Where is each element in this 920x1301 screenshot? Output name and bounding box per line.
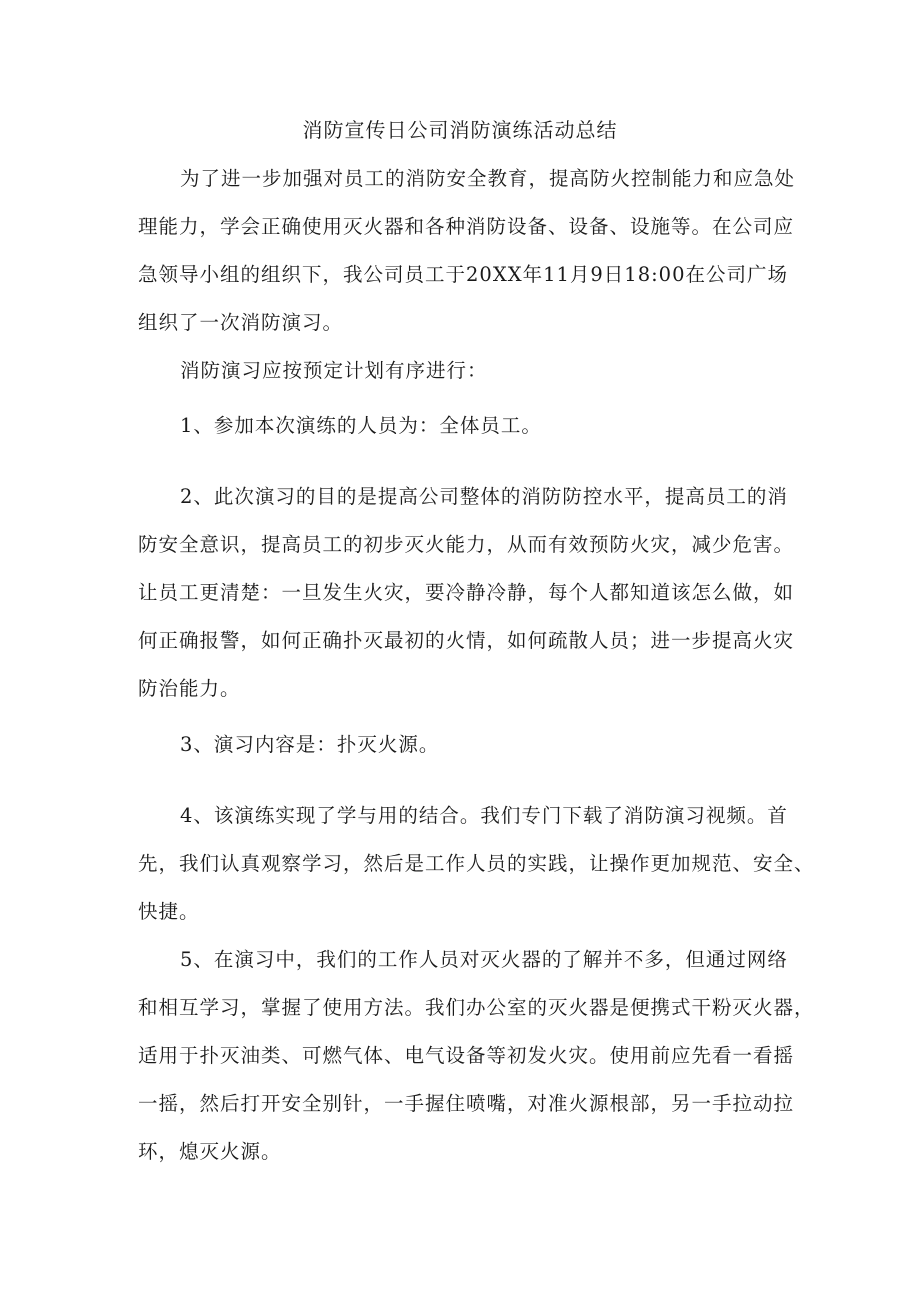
- paragraph-intro-line-2: 理能力，学会正确使用灭火器和各种消防设备、设备、设施等。在公司应: [138, 215, 795, 238]
- item-5-line-2: 和相互学习，掌握了使用方法。我们办公室的灭火器是便携式干粉灭火器，: [138, 996, 815, 1019]
- item-2-line-2: 防安全意识，提高员工的初步灭火能力，从而有效预防火灾，减少危害。: [138, 533, 795, 556]
- item-4-line-2: 先，我们认真观察学习，然后是工作人员的实践，让操作更加规范、安全、: [138, 852, 815, 875]
- item-2-line-5: 防治能力。: [138, 677, 241, 700]
- item-5-line-1: 5、在演习中，我们的工作人员对灭火器的了解并不多，但通过网络: [180, 948, 788, 971]
- item-2-line-1: 2、此次演习的目的是提高公司整体的消防防控水平，提高员工的消: [180, 485, 788, 508]
- paragraph-intro-line-1: 为了进一步加强对员工的消防安全教育，提高防火控制能力和应急处: [180, 167, 796, 190]
- paragraph-intro-line-4: 组织了一次消防演习。: [138, 311, 344, 334]
- item-4-line-1: 4、该演练实现了学与用的结合。我们专门下载了消防演习视频。首: [180, 804, 788, 827]
- item-5-line-3: 适用于扑灭油类、可燃气体、电气设备等初发火灾。使用前应先看一看摇: [138, 1044, 795, 1067]
- item-5-line-4: 一摇，然后打开安全别针，一手握住喷嘴，对准火源根部，另一手拉动拉: [138, 1092, 795, 1115]
- item-1-line: 1、参加本次演练的人员为：全体员工。: [180, 414, 542, 437]
- item-2-line-3: 让员工更清楚：一旦发生火灾，要冷静冷静，每个人都知道该怎么做，如: [138, 581, 795, 604]
- item-4-line-3: 快捷。: [138, 900, 200, 923]
- item-2-line-4: 何正确报警，如何正确扑灭最初的火情，如何疏散人员；进一步提高火灾: [138, 629, 795, 652]
- document-title: 消防宣传日公司消防演练活动总结: [302, 118, 618, 142]
- item-3-line: 3、演习内容是：扑灭火源。: [180, 733, 440, 756]
- item-5-line-5: 环，熄灭火源。: [138, 1140, 282, 1163]
- paragraph-intro-line-3: 急领导小组的组织下，我公司员工于20XX年11月9日18:00在公司广场: [138, 263, 788, 286]
- paragraph-plan-line: 消防演习应按预定计划有序进行：: [180, 359, 488, 382]
